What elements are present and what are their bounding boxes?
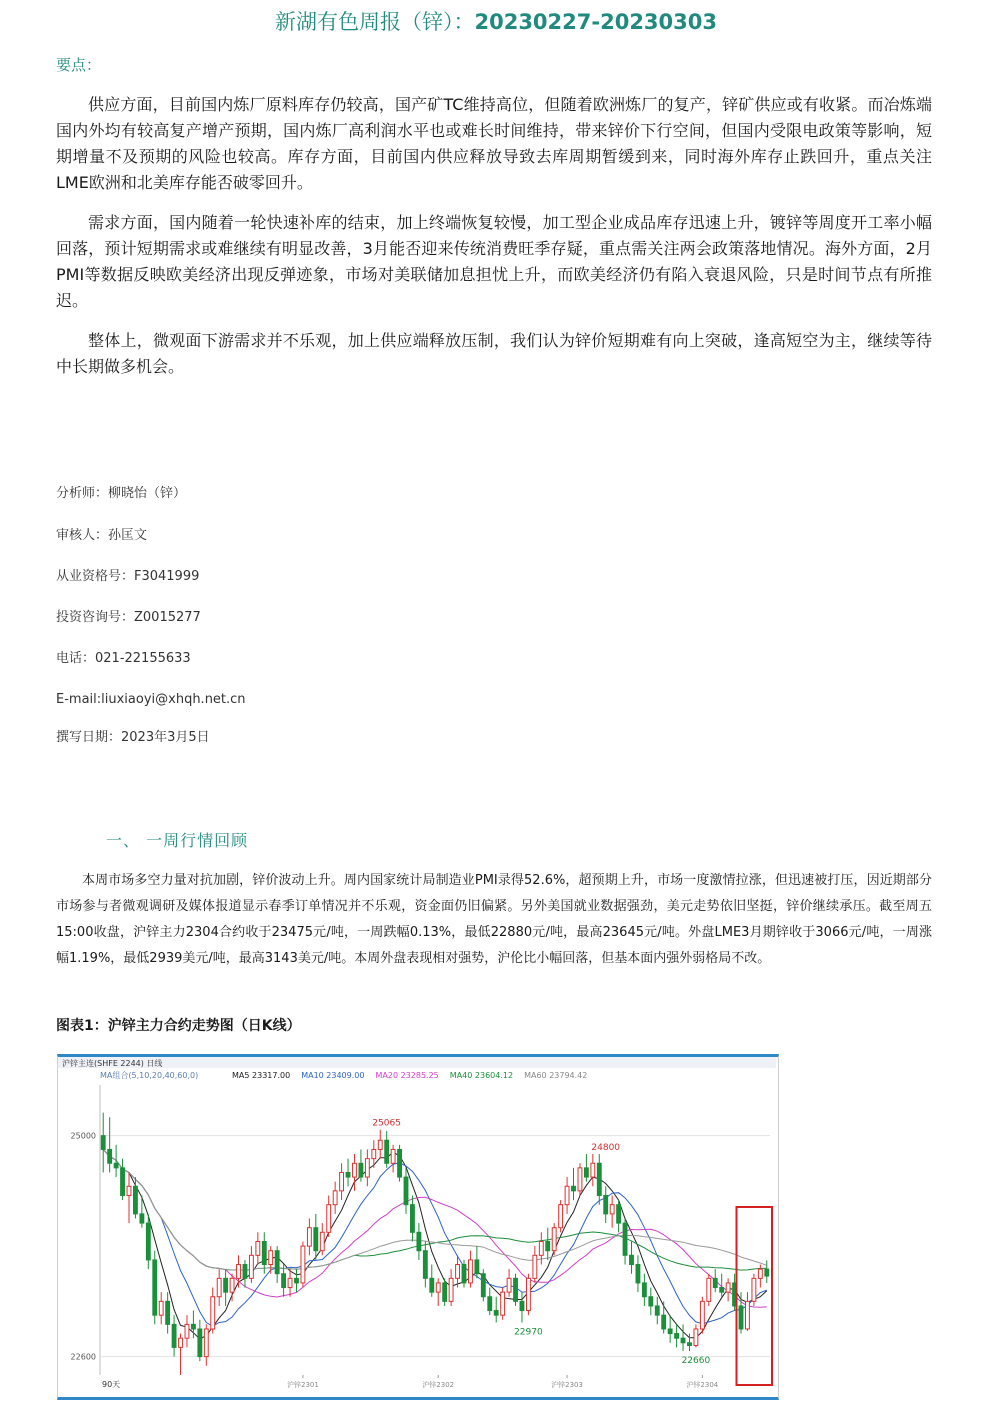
candle-body <box>121 1168 125 1196</box>
candle-body <box>700 1301 704 1329</box>
report-title <box>0 8 992 36</box>
candle-body <box>307 1228 311 1246</box>
candle-body <box>688 1343 692 1346</box>
candle-body <box>346 1172 350 1177</box>
candle-body <box>597 1163 601 1195</box>
candle-body <box>275 1251 279 1274</box>
candle-body <box>191 1324 195 1329</box>
candle-body <box>224 1278 228 1292</box>
price-annotation-3: 22660 <box>681 1356 711 1367</box>
candle-body <box>295 1278 299 1283</box>
candle-body <box>655 1306 659 1315</box>
price-annotation-0: 25065 <box>372 1118 402 1129</box>
candle-body <box>584 1168 588 1177</box>
info-qualification: 从业资格号：F3041999 <box>56 569 200 584</box>
candle-body <box>526 1278 530 1310</box>
candle-body <box>172 1324 176 1347</box>
candle-body <box>378 1140 382 1149</box>
candle-body <box>134 1186 138 1214</box>
title-date: 20230227-20230303 <box>474 10 717 34</box>
price-annotation-2: 22970 <box>514 1327 543 1338</box>
candle-body <box>436 1283 440 1292</box>
candle-body <box>494 1311 498 1316</box>
ma-legend-2: MA20 23285.25 <box>375 1071 439 1080</box>
period-label: 90天 <box>102 1380 121 1389</box>
title-prefix: 新湖有色周报（锌）： <box>274 10 475 34</box>
y-tick-label-0: 22600 <box>70 1352 96 1362</box>
chart-svg <box>58 1057 776 1391</box>
candle-body <box>269 1251 273 1265</box>
candle-body <box>552 1228 556 1251</box>
candle-body <box>430 1278 434 1292</box>
candle-body <box>333 1191 337 1205</box>
figure-caption: 图表1：沪锌主力合约走势图（日K线） <box>56 1018 301 1034</box>
info-phone: 电话：021-22155633 <box>56 651 191 666</box>
info-consult: 投资咨询号：Z0015277 <box>56 610 201 625</box>
ma-legend-4: MA60 23794.42 <box>524 1071 588 1080</box>
candle-body <box>623 1223 627 1255</box>
candle-body <box>720 1288 724 1293</box>
candle-body <box>533 1255 537 1278</box>
candle-body <box>372 1149 376 1158</box>
ma-line-5 <box>103 1149 767 1339</box>
candle-body <box>668 1329 672 1334</box>
candle-body <box>411 1205 415 1233</box>
candle-body <box>546 1242 550 1251</box>
candle-body <box>282 1274 286 1288</box>
candle-body <box>617 1205 621 1223</box>
paragraph-supply: 供应方面，目前国内炼厂原料库存仍较高，国产矿TC维持高位，但随着欧洲炼厂的复产，锌矿供应或有收紧。而冶炼端国内外均有较高复产增产预期，国内炼厂高利润水平也或难长时间维持，带来锌价下行空间，但国内受限电政策等影响，短期增量不及预期的风险也较高。库存方面，目前国内供应释放导致去库周期暂缓到来，同时海外库存止跌回升，重点关注LME欧洲和北美库存能否破零回升。 <box>56 95 932 192</box>
candle-body <box>217 1278 221 1296</box>
candle-body <box>320 1232 324 1250</box>
ma-line-20 <box>103 1149 767 1307</box>
review-paragraph: 本周市场多空力量对抗加剧，锌价波动上升。周内国家统计局制造业PMI录得52.6%，超预期上升，市场一度激情拉涨，但迅速被打压，因近期部分市场参与者微观调研及媒体报道显示春季订单情况并不乐观，资金面仍旧偏紧。另外美国就业数据强劲，美元走势依旧坚挺，锌价继续承压。截至周五15:00收盘，沪锌主力2304合约收于23475元/吨，一周跌幅0.13%，最低22880元/吨，最高23645元/吨。外盘LME3月期锌收于3066元/吨，一周涨幅1.19%，最低2939美元/吨，最高3143美元/吨。本周外盘表现相对强势，沪伦比小幅回落，但基本面内强外弱格局不改。 <box>56 873 932 966</box>
candle-body <box>256 1242 260 1256</box>
candle-body <box>385 1140 389 1163</box>
candle-body <box>327 1205 331 1233</box>
candle-body <box>726 1283 730 1292</box>
info-reviewer: 审核人：孙匡文 <box>56 528 148 543</box>
candle-body <box>539 1242 543 1256</box>
chart-header-label: 沪锌主连(SHFE 2244) 日线 <box>62 1059 163 1068</box>
candle-body <box>746 1301 750 1329</box>
x-tick-label-2: 沪锌2303 <box>551 1381 583 1389</box>
candle-body <box>179 1338 183 1347</box>
info-email: E-mail:liuxiaoyi@xhqh.net.cn <box>56 692 246 707</box>
ma-legend-3: MA40 23604.12 <box>449 1071 514 1080</box>
candle-body <box>681 1338 685 1343</box>
candle-body <box>314 1228 318 1251</box>
price-annotation-1: 24800 <box>591 1143 621 1154</box>
candlestick-chart <box>57 1054 779 1400</box>
candle-body <box>662 1315 666 1329</box>
y-tick-label-1: 25000 <box>70 1131 96 1141</box>
x-tick-label-1: 沪锌2302 <box>422 1381 455 1389</box>
candle-body <box>675 1334 679 1339</box>
candle-body <box>249 1255 253 1278</box>
candle-body <box>630 1255 634 1264</box>
candle-body <box>462 1265 466 1283</box>
ma-legend-1: MA10 23409.00 <box>301 1071 365 1080</box>
candle-body <box>230 1278 234 1292</box>
candle-body <box>423 1251 427 1279</box>
candle-body <box>243 1265 247 1279</box>
candle-body <box>449 1278 453 1301</box>
candle-body <box>591 1163 595 1177</box>
candle-body <box>501 1292 505 1315</box>
info-date: 撰写日期：2023年3月5日 <box>56 730 210 745</box>
chart-header-strip <box>58 1057 776 1068</box>
candle-body <box>237 1265 241 1279</box>
candle-body <box>353 1163 357 1177</box>
candle-body <box>475 1260 479 1274</box>
candle-body <box>391 1149 395 1163</box>
candle-body <box>211 1297 215 1329</box>
candle-body <box>166 1301 170 1324</box>
candle-body <box>707 1278 711 1301</box>
candle-body <box>159 1301 163 1315</box>
candle-body <box>114 1163 118 1168</box>
candle-body <box>758 1269 762 1278</box>
candle-body <box>204 1329 208 1357</box>
candle-body <box>301 1246 305 1283</box>
candle-body <box>559 1205 563 1228</box>
candle-body <box>481 1274 485 1297</box>
x-tick-label-0: 沪锌2301 <box>287 1381 319 1389</box>
ma-legend-0: MA5 23317.00 <box>232 1071 291 1080</box>
candle-body <box>146 1223 150 1260</box>
candle-body <box>398 1149 402 1177</box>
x-tick-label-3: 沪锌2304 <box>686 1381 719 1389</box>
candle-body <box>694 1329 698 1346</box>
candle-body <box>507 1278 511 1292</box>
candle-body <box>359 1163 363 1177</box>
candle-body <box>565 1186 569 1204</box>
candle-body <box>127 1186 131 1195</box>
candle-body <box>456 1265 460 1279</box>
candle-body <box>185 1324 189 1338</box>
candle-body <box>604 1195 608 1213</box>
candle-body <box>417 1232 421 1250</box>
candle-body <box>578 1168 582 1191</box>
candle-body <box>198 1329 202 1357</box>
candle-body <box>153 1260 157 1315</box>
candle-body <box>636 1265 640 1283</box>
candle-body <box>404 1177 408 1205</box>
candle-body <box>610 1205 614 1214</box>
candle-body <box>262 1242 266 1265</box>
candle-body <box>443 1283 447 1301</box>
candle-body <box>572 1186 576 1191</box>
candle-body <box>365 1159 369 1177</box>
keypoints-label: 要点： <box>56 56 102 74</box>
candle-body <box>108 1149 112 1163</box>
paragraph-summary: 整体上，微观面下游需求并不乐观，加上供应端释放压制，我们认为锌价短期难有向上突破，逢高短空为主，继续等待中长期做多机会。 <box>56 331 932 376</box>
candle-body <box>101 1136 105 1150</box>
paragraph-demand: 需求方面，国内随着一轮快速补库的结束，加上终端恢复较慢，加工型企业成品库存迅速上升，镀锌等周度开工率小幅回落，预计短期需求或难继续有明显改善，3月能否迎来传统消费旺季存疑，重点需关注两会政策落地情况。海外方面，2月PMI等数据反映欧美经济出现反弹迹象，市场对美联储加息担忧上升，而欧美经济仍有陷入衰退风险，只是时间节点有所推迟。 <box>56 213 932 310</box>
candle-body <box>469 1260 473 1283</box>
candle-body <box>488 1297 492 1311</box>
candle-body <box>340 1172 344 1190</box>
candle-body <box>520 1301 524 1310</box>
candle-body <box>649 1297 653 1306</box>
candle-body <box>140 1214 144 1223</box>
candle-body <box>642 1283 646 1297</box>
candle-body <box>713 1278 717 1287</box>
ma-combo-label: MA组合(5,10,20,40,60,0) <box>100 1071 199 1080</box>
candle-body <box>765 1269 769 1276</box>
candle-body <box>752 1278 756 1301</box>
candle-body <box>514 1278 518 1301</box>
info-analyst: 分析师：柳晓怡（锌） <box>56 486 187 501</box>
candle-body <box>739 1306 743 1329</box>
section-title: 一、 一周行情回顾 <box>106 831 249 850</box>
candle-body <box>288 1278 292 1287</box>
